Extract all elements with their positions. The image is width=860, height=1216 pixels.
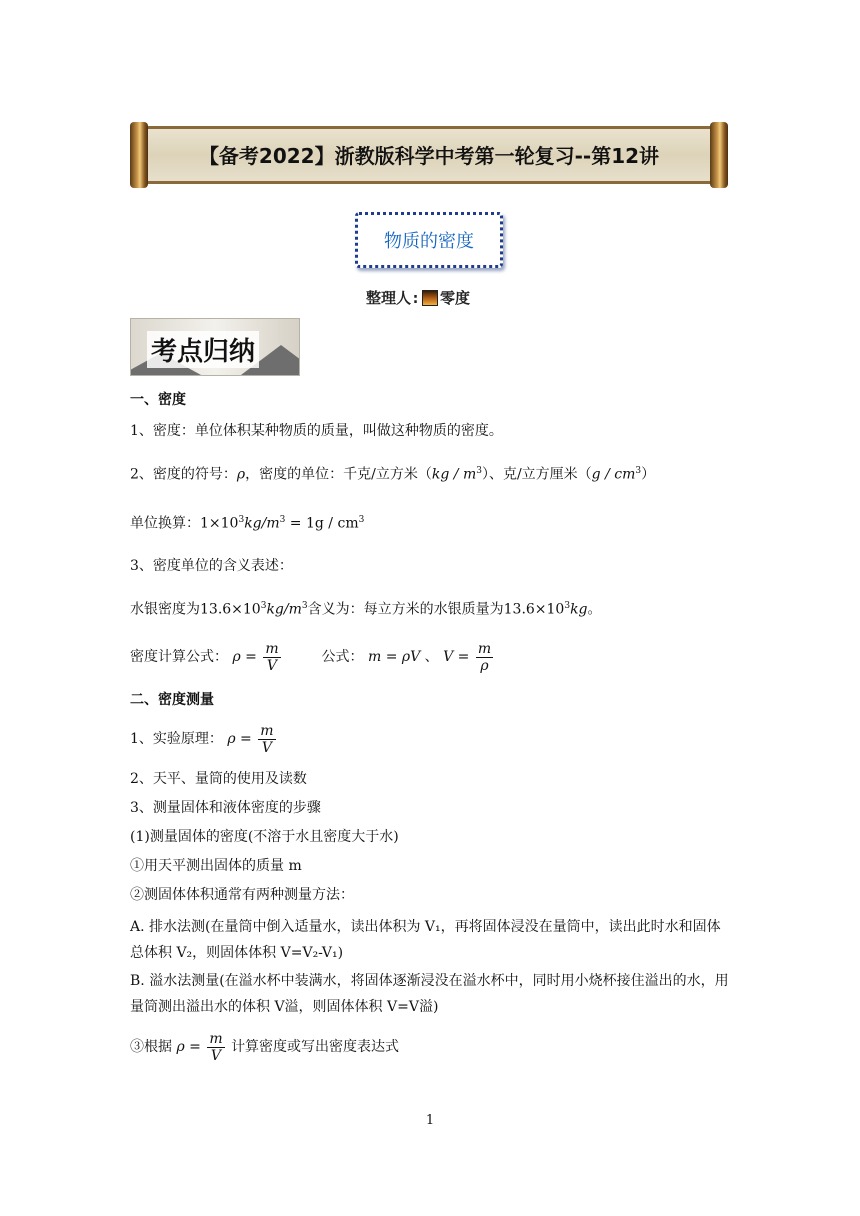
heading-density: 一、密度 xyxy=(130,392,186,408)
para-steps: 3、测量固体和液体密度的步骤 xyxy=(130,800,321,816)
para-method-a: A. 排水法测(在量筒中倒入适量水，读出体积为 V₁，再将固体浸没在量筒中，读出此时水和固体总体积 V₂，则固体体积 V=V₂-V₁) xyxy=(130,919,721,961)
heading-measurement: 二、密度测量 xyxy=(130,692,214,708)
document-title: 【备考2022】浙教版科学中考第一轮复习--第12讲 xyxy=(198,144,660,168)
para-step-volume: ②测固体体积通常有两种测量方法： xyxy=(130,887,354,903)
para-unit-meaning-heading: 3、密度单位的含义表述： xyxy=(130,558,293,574)
para-solid-density: (1)测量固体的密度(不溶于水且密度大于水) xyxy=(130,829,399,845)
organizer-avatar-icon xyxy=(422,290,438,306)
page-number: 1 xyxy=(425,1113,435,1128)
topic-title: 物质的密度 xyxy=(355,212,503,268)
title-banner xyxy=(130,122,728,188)
organizer-line xyxy=(366,287,470,308)
para-calc-density: ③根据 ρ = $\frac{m}{V}$ 计算密度或写出密度表达式 xyxy=(130,1030,400,1064)
para-density-formula: 密度计算公式： ρ = $\frac{m}{V}$ 公式： m = ρV 、 V = $\frac{m}{\rho}$ xyxy=(130,640,492,674)
para-step-mass: ①用天平测出固体的质量 m xyxy=(130,858,302,874)
para-balance-cylinder: 2、天平、量筒的使用及读数 xyxy=(130,771,307,787)
para-principle: 1、实验原理： ρ = $\frac{m}{V}$ xyxy=(130,722,274,756)
para-method-b: B. 溢水法测量(在溢水杯中装满水，将固体逐渐浸没在溢水杯中，同时用小烧杯接住溢出的水，用量筒测出溢出水的体积 V溢，则固体体积 V=V溢) xyxy=(130,973,729,1015)
section-banner-label: 考点归纳 xyxy=(147,331,259,368)
para-mercury-example: 水银密度为$13.6\times 10^3kg/m^3$含义为：每立方米的水银质量为$13.6\times 10^3kg$。 xyxy=(130,601,602,618)
para-unit-conversion: 单位换算：$1\times 10^3kg/m^3 = 1g / cm^3$ xyxy=(130,515,365,532)
section-banner xyxy=(130,318,300,376)
para-definition: 1、密度：单位体积某种物质的质量，叫做这种物质的密度。 xyxy=(130,423,503,439)
organizer-name: 零度 xyxy=(440,289,471,307)
organizer-label: 整理人: xyxy=(366,289,421,307)
para-symbol-units: 2、密度的符号：ρ，密度的单位：千克/立方米$(kg / m^3)$、克/立方厘米$(g / cm^3)$ xyxy=(130,466,656,483)
